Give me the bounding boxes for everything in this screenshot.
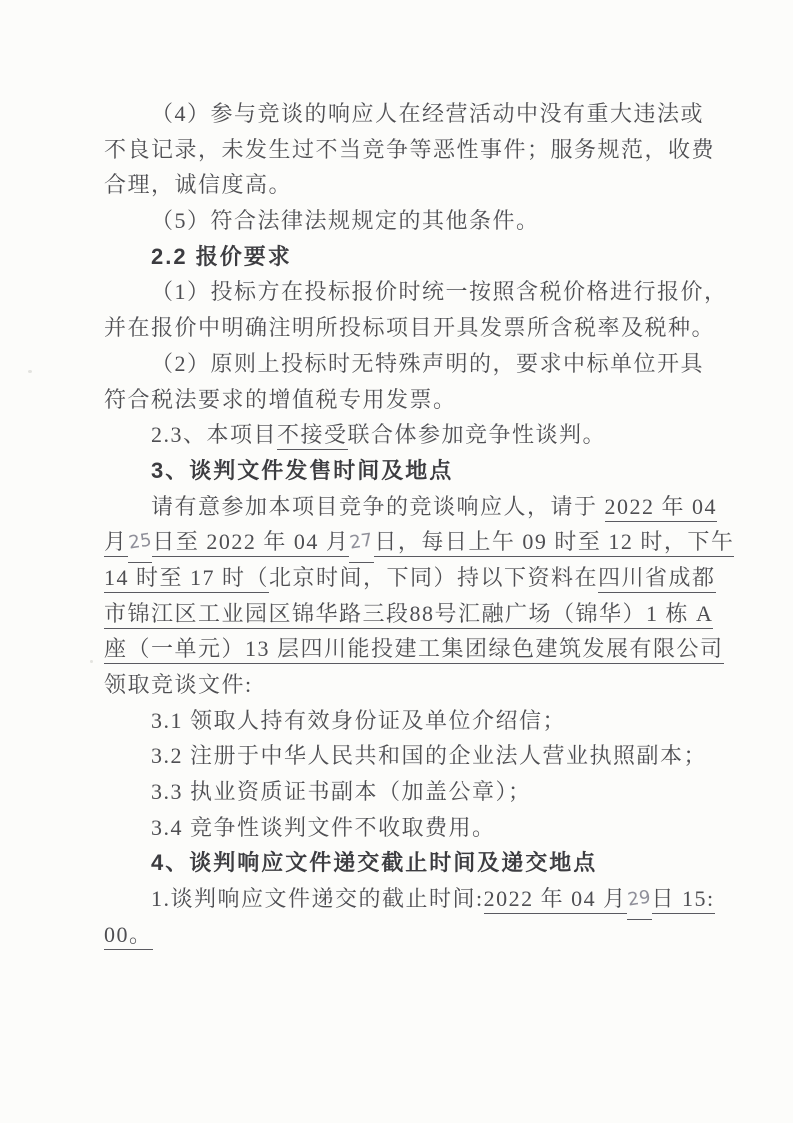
text-segment: 2022 年 04 月 [484,886,627,914]
text-segment: 联合体参加竞争性谈判。 [347,422,607,448]
text-segment: 北京时间，下同）持以下资料在 [269,564,599,590]
text-segment: 3.1 领取人持有效身份证及单位介绍信； [151,707,567,733]
heading-text: 3、谈判文件发售时间及地点 [151,457,454,483]
text-line [104,346,710,382]
text-line [104,274,728,310]
text-segment: 1.谈判响应文件递交的截止时间: [151,886,484,912]
text-segment: 不良记录，未发生过不当竞争等恶性事件；服务规范，收费 [104,136,716,162]
text-segment: 月 [104,529,128,557]
text-segment: 3.2 注册于中华人民共和国的企业法人营业执照副本； [151,743,708,769]
text-line [104,489,718,525]
text-line [104,560,716,596]
text-segment: 市锦江区工业园区锦华路三段88号汇融广场（锦华）1 栋 A [104,601,713,629]
heading-text: 4、谈判响应文件递交截止时间及递交地点 [151,850,598,876]
text-segment: 并在报价中明确注明所投标项目开具发票所含税率及税种。 [104,315,716,341]
text-line [104,310,716,346]
text-line [104,96,710,132]
text-segment: 四川省成都 [598,565,716,593]
text-segment: （1）投标方在投标报价时统一按照含税价格进行报价， [151,279,728,305]
text-segment: 领取竞谈文件: [104,672,253,697]
text-segment: （2）原则上投标时无特殊声明的，要求中标单位开具 [151,350,705,376]
text-line [104,596,714,632]
text-line [104,774,710,810]
text-line [104,417,710,453]
text-segment: 日，每日上午 09 时至 12 时，下午 [374,529,734,557]
text-segment: 3.3 执业资质证书副本（加盖公章）； [151,779,532,805]
text-segment: 2022 年 04 [605,494,718,522]
text-line [104,810,710,846]
text-segment: （5）符合法律法规规定的其他条件。 [151,208,540,234]
text-segment: 符合税法要求的增值税专用发票。 [104,386,457,412]
text-line [104,524,735,560]
text-segment: 3.4 竞争性谈判文件不收取费用。 [151,814,496,840]
text-segment: 座（一单元）13 层四川能投建工集团绿色建筑发展有限公司 [104,636,724,664]
scan-speck [90,660,93,663]
text-segment: 2.3、本项目 [151,422,278,448]
handwritten-digit: 29 [627,883,652,920]
text-line [104,845,710,881]
text-line [104,881,715,917]
document-body [104,96,735,953]
text-segment: 不接受 [277,422,348,450]
text-line [104,738,710,774]
text-line [104,703,710,739]
text-line [104,167,710,203]
handwritten-digit: 27 [349,526,374,563]
scan-speck [28,370,32,373]
text-line [104,203,710,239]
handwritten-digit: 25 [128,526,153,563]
text-segment: 00。 [104,922,153,950]
text-line [104,453,710,489]
text-segment: 14 时至 17 时（ [104,565,269,593]
text-segment: 日 15: [652,886,715,914]
text-line [104,382,710,418]
text-line [104,667,710,703]
text-segment: 合理，诚信度高。 [104,172,293,198]
text-line [104,917,710,953]
text-line [104,132,716,168]
text-line [104,631,724,667]
heading-text: 2.2 报价要求 [151,243,292,269]
text-segment: 请有意参加本项目竞争的竞谈响应人，请于 [151,493,605,519]
text-segment: 日至 2022 年 04 月 [152,529,349,557]
text-line [104,239,710,275]
text-segment: （4）参与竞谈的响应人在经营活动中没有重大违法或 [151,101,705,126]
